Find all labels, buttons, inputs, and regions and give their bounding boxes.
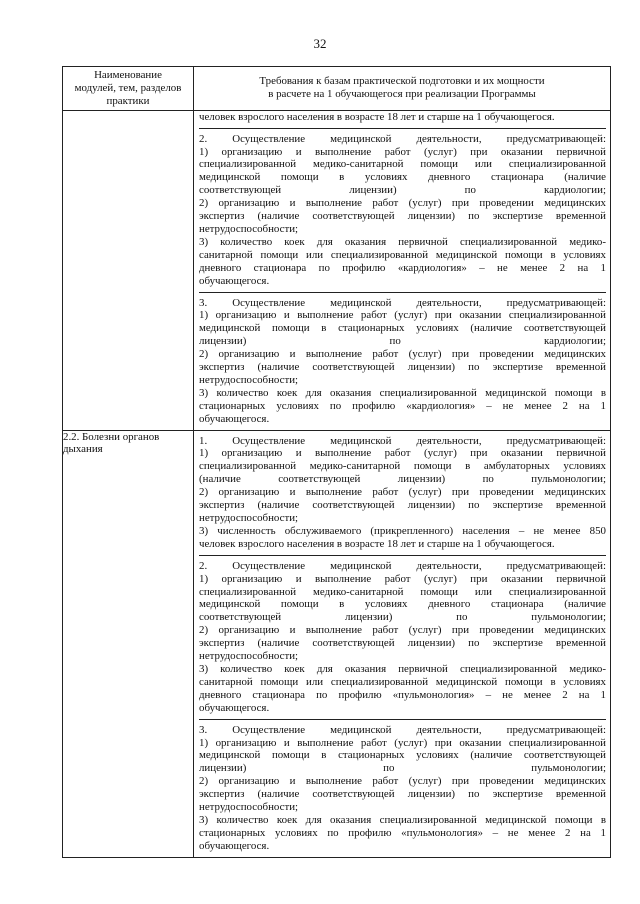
requirement-text-line: 2) организацию и выполнение работ (услуг) при проведении медицинских (199, 486, 606, 499)
requirement-text-line: нетрудоспособности; (199, 801, 299, 814)
requirements-cell (194, 430, 611, 857)
requirement-text-line: соответствующей лицензии) по кардиологии; (199, 184, 606, 197)
requirement-text-line: специализированной медико-санитарной помощи или специализированной (199, 585, 606, 598)
requirement-text-line: обучающегося. (199, 701, 270, 714)
requirement-text-line: 3. Осуществление медицинской деятельности, предусматривающей: (199, 723, 606, 736)
page-number: 32 (313, 36, 327, 51)
requirement-text-line: обучающегося. (199, 839, 270, 852)
section-name-cell (63, 430, 194, 857)
requirement-text-line: 2. Осуществление медицинской деятельности, предусматривающей: (199, 559, 606, 572)
header-modules (63, 67, 194, 111)
requirement-text-line: дневного стационара по профилю «кардиология» – не менее 2 на 1 (199, 261, 606, 274)
requirement-block (199, 128, 606, 292)
header-text-line: Наименование (94, 69, 162, 81)
requirement-text-line: 3) количество коек для оказания первичной специализированной медико- (199, 235, 606, 248)
requirement-text-line: стационарных условиях по профилю «кардиология» – не менее 2 на 1 (199, 399, 606, 412)
requirements-cell (194, 110, 611, 430)
requirement-text-line: экспертиз (наличие соответствующей лицензии) по экспертизе временной (199, 210, 606, 223)
requirement-text-line: санитарной помощи или специализированной медицинской помощи в условиях (199, 675, 606, 688)
header-text-line: Требования к базам практической подготовки и их мощности (259, 75, 545, 88)
table-row (63, 110, 611, 430)
requirement-text-line: специализированной медико-санитарной помощи или специализированной (199, 158, 606, 171)
requirement-text-line: 1) организацию и выполнение работ (услуг) при оказании специализированной (199, 736, 606, 749)
table-header-row (63, 67, 611, 111)
requirement-text-line: 1. Осуществление медицинской деятельности, предусматривающей: (199, 434, 606, 447)
requirement-text-line: медицинской помощи в условиях дневного стационара (наличие (199, 171, 606, 184)
requirement-text-line: нетрудоспособности; (199, 650, 299, 663)
header-text-line: модулей, тем, разделов (74, 81, 182, 94)
section-name-cell (63, 110, 194, 430)
requirement-text-line: 3) количество коек для оказания специализированной медицинской помощи в (199, 813, 606, 826)
table-row (63, 430, 611, 857)
requirement-text-line: 3) количество коек для оказания специализированной медицинской помощи в (199, 386, 606, 399)
header-text-line: в расчете на 1 обучающегося при реализации Программы (268, 88, 536, 101)
requirement-text-line: экспертиз (наличие соответствующей лицензии) по экспертизе временной (199, 788, 606, 801)
requirement-text-line: обучающегося. (199, 274, 270, 287)
requirement-text-line: 2. Осуществление медицинской деятельности, предусматривающей: (199, 132, 606, 145)
requirement-text-line: (наличие соответствующей лицензии) по пульмонологии; (199, 473, 606, 486)
requirement-text-line: 1) организацию и выполнение работ (услуг) при оказании первичной (199, 145, 606, 158)
requirement-text-line: медицинской помощи в условиях дневного стационара (наличие (199, 598, 606, 611)
requirement-block (199, 555, 606, 719)
requirement-text-line: экспертиз (наличие соответствующей лицензии) по экспертизе временной (199, 499, 606, 512)
requirement-text-line: 3) численность обслуживаемого (прикрепленного) населения – не менее 850 (199, 524, 606, 537)
header-text-line: практики (106, 94, 150, 107)
requirement-text-line: человек взрослого населения в возрасте 18 лет и старше на 1 обучающегося. (199, 110, 555, 123)
requirement-text-line: нетрудоспособности; (199, 222, 299, 235)
requirement-text-line: дневного стационара по профилю «пульмонология» – не менее 2 на 1 (199, 688, 606, 701)
requirement-text-line: стационарных условиях по профилю «пульмонология» – не менее 2 на 1 (199, 826, 606, 839)
requirement-block (199, 292, 606, 430)
requirement-text-line: 1) организацию и выполнение работ (услуг) при оказании специализированной (199, 309, 606, 322)
requirement-text-line: 2) организацию и выполнение работ (услуг) при проведении медицинских (199, 348, 606, 361)
requirement-text-line: обучающегося. (199, 412, 270, 425)
requirement-text-line: лицензии) по пульмонологии; (199, 762, 606, 775)
requirement-block (199, 719, 606, 857)
requirement-text-line: нетрудоспособности; (199, 512, 299, 524)
requirement-text-line: специализированной медико-санитарной помощи в амбулаторных условиях (199, 460, 606, 473)
requirement-text-line: 3) количество коек для оказания первичной специализированной медико- (199, 662, 606, 675)
requirement-text-line: нетрудоспособности; (199, 373, 299, 386)
requirement-text-line: лицензии) по кардиологии; (199, 335, 606, 348)
requirement-text-line: 1) организацию и выполнение работ (услуг) при оказании первичной (199, 447, 606, 460)
section-name-line: 2.2. Болезни органов (63, 430, 160, 443)
header-requirements (194, 67, 611, 111)
requirement-text-line: экспертиз (наличие соответствующей лицензии) по экспертизе временной (199, 637, 606, 650)
requirement-text-line: 2) организацию и выполнение работ (услуг) при проведении медицинских (199, 197, 606, 210)
requirement-text-line: медицинской помощи в стационарных условиях (наличие соответствующей (199, 749, 606, 762)
requirement-text-line: человек взрослого населения в возрасте 18 лет и старше на 1 обучающегося. (199, 537, 555, 550)
requirement-text-line: 1) организацию и выполнение работ (услуг) при оказании первичной (199, 572, 606, 585)
requirement-text-line: медицинской помощи в стационарных условиях (наличие соответствующей (199, 322, 606, 335)
requirements-table (62, 66, 611, 858)
requirement-text-line: соответствующей лицензии) по пульмонологии; (199, 611, 606, 624)
requirement-block (199, 431, 606, 555)
requirement-text-line: 2) организацию и выполнение работ (услуг) при проведении медицинских (199, 624, 606, 637)
requirement-text-line: 3. Осуществление медицинской деятельности, предусматривающей: (199, 296, 606, 309)
section-name-line: дыхания (63, 443, 103, 456)
requirement-text-line: экспертиз (наличие соответствующей лицензии) по экспертизе временной (199, 361, 606, 374)
requirement-text-line: 2) организацию и выполнение работ (услуг) при проведении медицинских (199, 775, 606, 788)
requirement-block (199, 111, 606, 128)
requirement-text-line: санитарной помощи или специализированной медицинской помощи в условиях (199, 248, 606, 261)
